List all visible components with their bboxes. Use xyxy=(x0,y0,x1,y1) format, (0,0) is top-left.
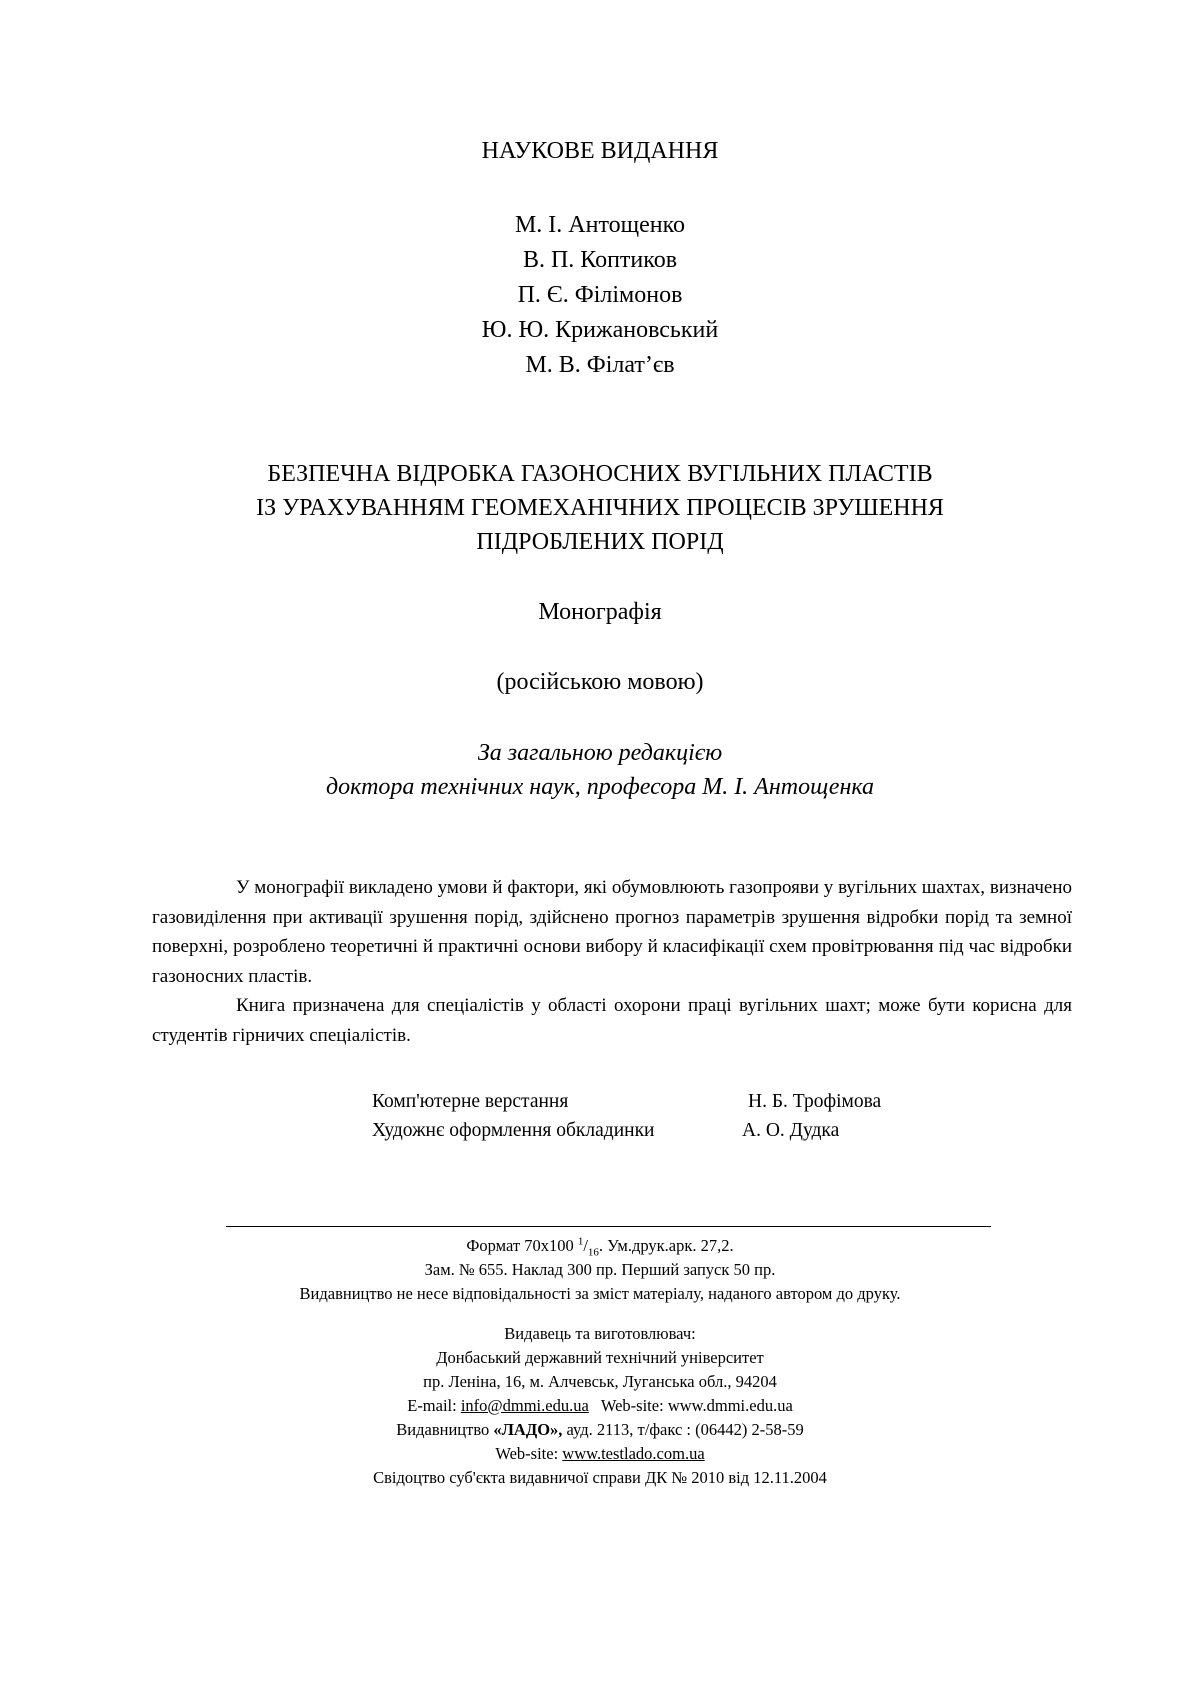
lado-web-line xyxy=(0,1442,1200,1466)
abstract-paragraph: У монографії викладено умови й фактори, які обумовлюють газопрояви у вугільних шахтах, визначено газовиділення при активації зрушення порід, здійснено прогноз параметрів зрушення відробки порід та земної поверхні, розроблено теоретичні й практичні основи вибору й класифікації схем провітрювання під час відробки газоносних пластів. xyxy=(152,877,1072,987)
title-line: ПІДРОБЛЕНИХ ПОРІД xyxy=(476,529,724,555)
author-name: Ю. Ю. Крижановський xyxy=(481,317,719,343)
title-line: БЕЗПЕЧНА ВІДРОБКА ГАЗОНОСНИХ ВУГІЛЬНИХ ПЛАСТІВ xyxy=(267,461,933,487)
address-line: пр. Леніна, 16, м. Алчевськ, Луганська обл., 94204 xyxy=(423,1372,777,1391)
format-prefix: Формат 70х100 xyxy=(466,1236,578,1255)
credit-name: А. О. Дудка xyxy=(742,1120,840,1141)
university-name: Донбаський державний технічний університет xyxy=(436,1348,764,1367)
author-list xyxy=(0,208,1200,383)
separator-line xyxy=(226,1226,991,1227)
author-name: П. Є. Філімонов xyxy=(517,282,683,308)
email-link[interactable]: info@dmmi.edu.ua xyxy=(460,1396,589,1415)
format-denominator: 16 xyxy=(587,1246,599,1259)
email-label: E-mail: xyxy=(407,1396,461,1415)
credit-role: Художнє оформлення обкладинки xyxy=(372,1120,655,1141)
publication-type: Монографія xyxy=(538,599,662,625)
order-line: Зам. № 655. Наклад 300 пр. Перший запуск 50 пр. xyxy=(424,1260,776,1279)
publisher-label: Видавець та виготовлювач: xyxy=(504,1324,696,1343)
lado-suffix: ауд. 2113, т/факс : (06442) 2-58-59 xyxy=(562,1420,804,1439)
credit-name: Н. Б. Трофімова xyxy=(748,1091,882,1112)
editor-line: За загальною редакцією xyxy=(477,740,723,766)
imprint-block xyxy=(0,1234,1200,1490)
website-text: www.dmmi.edu.ua xyxy=(667,1396,793,1415)
credit-role: Комп'ютерне верстання xyxy=(372,1091,569,1112)
contact-line xyxy=(0,1394,1200,1418)
author-name: М. І. Антощенко xyxy=(514,212,686,238)
lado-web-label: Web-site: xyxy=(495,1444,563,1463)
editor-line: доктора технічних наук, професора М. І. Антощенка xyxy=(326,774,874,800)
publication-category: НАУКОВЕ ВИДАННЯ xyxy=(481,138,719,164)
lado-web-link[interactable]: www.testlado.com.ua xyxy=(562,1444,705,1463)
author-name: В. П. Коптиков xyxy=(522,247,678,273)
lado-prefix: Видавництво xyxy=(396,1420,494,1439)
book-title xyxy=(0,457,1200,559)
certificate-line: Свідоцтво суб'єкта видавничої справи ДК № 2010 від 12.11.2004 xyxy=(373,1468,827,1487)
author-name: М. В. Філат’єв xyxy=(525,352,675,378)
abstract xyxy=(152,873,1072,1050)
lado-name: «ЛАДО», xyxy=(493,1420,563,1439)
title-line: ІЗ УРАХУВАННЯМ ГЕОМЕХАНІЧНИХ ПРОЦЕСІВ ЗРУШЕННЯ xyxy=(256,495,944,521)
lado-line xyxy=(0,1418,1200,1442)
abstract-paragraph: Книга призначена для спеціалістів у області охорони праці вугільних шахт; може бути корисна для студентів гірничих спеціалістів. xyxy=(152,995,1072,1046)
editor-credit xyxy=(0,736,1200,804)
format-suffix: . Ум.друк.арк. 27,2. xyxy=(598,1236,734,1255)
format-line: Формат 70х100 $^1/_{16}$. Ум.друк.арк. 27,2. xyxy=(466,1235,734,1259)
website-label: Web-site: xyxy=(588,1396,668,1415)
disclaimer-line: Видавництво не несе відповідальності за зміст матеріалу, наданого автором до друку. xyxy=(299,1284,901,1303)
language-note: (російською мовою) xyxy=(496,669,704,695)
format-numerator: 1 xyxy=(577,1235,584,1248)
